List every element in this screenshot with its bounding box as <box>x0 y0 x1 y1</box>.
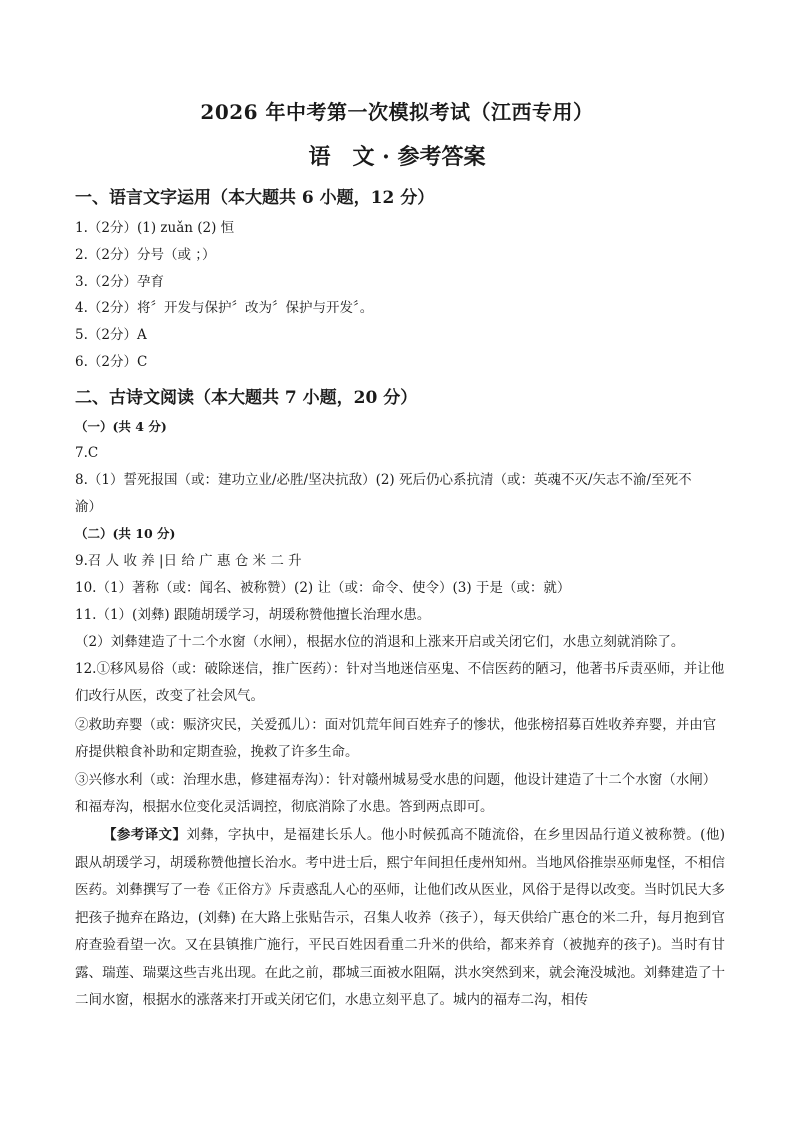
part-1-label: （一）(共 4 分) <box>75 419 167 434</box>
answer-5: 5.（2分）A <box>75 327 147 343</box>
reference-translation <box>75 822 725 1015</box>
answer-7: 7.C <box>75 445 99 461</box>
answer-11-2: （2）刘彝建造了十二个水窗（水闸），根据水位的消退和上涨来开启或关闭它们，水患立刻就消除了。 <box>75 634 685 650</box>
answer-6: 6.（2分）C <box>75 354 148 370</box>
answer-9: 9.召 人 收 养 |日 给 广 惠 仓 米 二 升 <box>75 553 302 569</box>
answer-3: 3.（2分）孕育 <box>75 274 164 290</box>
answer-8-line-1: 8.（1）誓死报国（或：建功立业/必胜/坚决抗敌）(2) 死后仍心系抗清（或：英魂不灭/矢志不渝/至死不 <box>75 472 692 488</box>
answer-4: 4.（2分）将〞开发与保护〞改为〞保护与开发〞。 <box>75 300 374 316</box>
page-title: 2026 年中考第一次模拟考试（江西专用） <box>200 100 594 124</box>
answer-11-1: 11.（1）(刘彝) 跟随胡瑗学习，胡瑗称赞他擅长治理水患。 <box>75 607 431 623</box>
part-2-label: （二）(共 10 分) <box>75 526 176 541</box>
section-2-heading: 二、古诗文阅读（本大题共 7 小题，20 分） <box>75 388 418 408</box>
answer-1: 1.（2分）(1) zuǎn (2) 恒 <box>75 220 235 236</box>
answer-12-point-2: ②救助弃婴（或：赈济灾民，关爱孤儿）：面对饥荒年间百姓弃子的惨状，他张榜招募百姓收养弃婴，并由官府提供粮食补助和定期查验，挽救了许多生命。 <box>75 717 717 760</box>
answer-8-line-2: 渝） <box>75 499 102 515</box>
section-1-heading: 一、语言文字运用（本大题共 6 小题，12 分） <box>75 188 435 208</box>
answer-10: 10.（1）著称（或：闻名、被称赞）(2) 让（或：命令、使令）(3) 于是（或：就） <box>75 580 571 596</box>
answer-2: 2.（2分）分号（或 ；） <box>75 247 216 263</box>
page-subtitle: 语 文 · 参考答案 <box>308 144 486 170</box>
translation-text: 刘彝，字执中，是福建长乐人。他小时候孤高不随流俗，在乡里因品行道义被称赞。(他) 跟从胡瑗学习，胡瑗称赞他擅长治水。考中进士后，熙宁年间担任虔州知州。当地风俗推崇巫师鬼怪，不相信医药。刘彝撰写了一卷《正俗方》斥责惑乱人心的巫师，让他们改从医业，风俗于是得以改变。当时饥民大多把孩子抛弃在路边，(刘彝) 在大路上张贴告示，召集人收养（孩子），每天供给广惠仓的米二升，每月抱到官府查验看望一次。又在县镇推广施行，平民百姓因看重二升米的供给，都来养育（被抛弃的孩子)。当时有甘露、瑞莲、瑞粟这些吉兆出现。在此之前，郡城三面被水阻隔，洪水突然到来，就会淹没城池。刘彝建造了十二间水窗，根据水的涨落来打开或关闭它们，水患立刻平息了。城内的福寿二沟，相传 <box>75 827 725 1008</box>
answer-12-point-3: ③兴修水利（或：治理水患，修建福寿沟）：针对赣州城易受水患的问题，他设计建造了十二个水窗（水闸）和福寿沟，根据水位变化灵活调控，彻底消除了水患。答到两点即可。 <box>75 772 717 815</box>
translation-label: 【参考译文】 <box>103 827 187 843</box>
answer-12-point-1: 12.①移风易俗（或：破除迷信，推广医药）：针对当地迷信巫鬼、不信医药的陋习，他著书斥责巫师，并让他们改行从医，改变了社会风气。 <box>75 661 725 704</box>
